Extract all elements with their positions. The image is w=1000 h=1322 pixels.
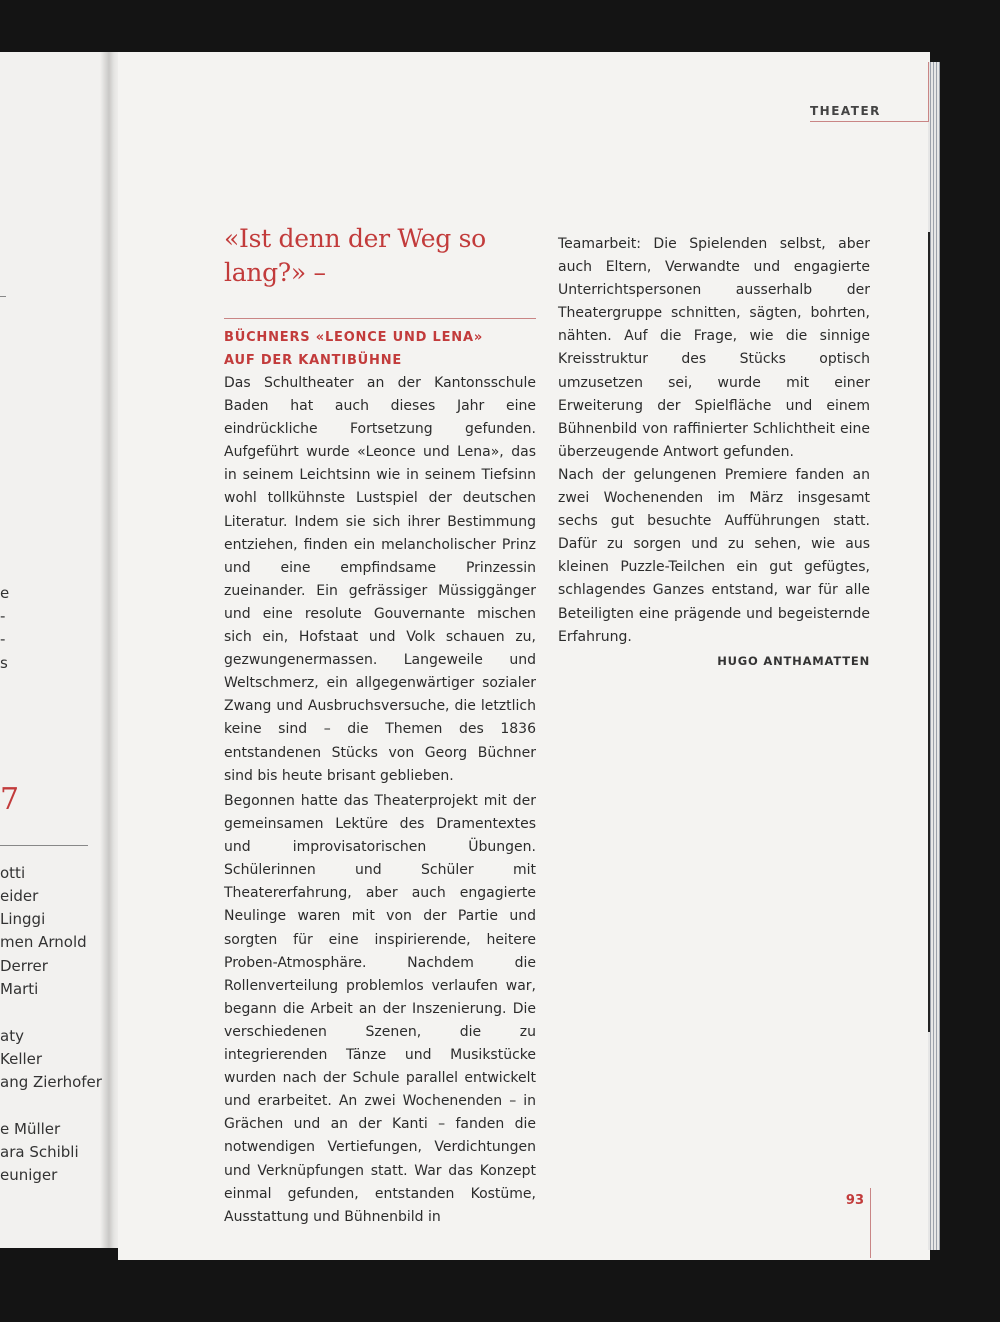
section-rule-vertical <box>928 62 929 122</box>
left-page-section-number: 7 <box>0 782 20 817</box>
left-page-fragment: - <box>0 630 6 648</box>
left-page-fragment: - <box>0 607 6 625</box>
left-page-fragment: e <box>0 584 10 602</box>
left-page <box>0 52 108 1248</box>
article-paragraph: Teamarbeit: Die Spielenden selbst, aber auch Eltern, Verwandte und engagierte Unterrichtspersonen ausserhalb der Theatergruppe schnitten, sägten, bohrten, nähten. Auf die Frage, wie die sinnige Kreisstruktur des Stücks optisch umzusetzen sei, wurde mit einer Erweiterung der Spielfläche und einem Bühnenbild von raffinierter Schlichtheit eine überzeugende Antwort gefunden. <box>558 236 870 460</box>
left-page-name: eider <box>0 887 39 905</box>
left-page-name: Linggi <box>0 910 46 928</box>
article-title: «Ist denn der Weg so lang?» – <box>224 224 486 287</box>
page-edges <box>928 62 940 1250</box>
kicker-line: AUF DER KANTIBÜHNE <box>224 353 403 368</box>
page-number-rule <box>870 1188 871 1258</box>
left-page-rule <box>0 845 88 846</box>
left-page-name: men Arnold <box>0 933 87 951</box>
left-page-name: Derrer <box>0 957 48 975</box>
left-page-name: Keller <box>0 1050 43 1068</box>
article-paragraph: Das Schultheater an der Kantonsschule Baden hat auch dieses Jahr eine eindrückliche Fortsetzung gefunden. Aufgeführt wurde «Leonce und Lena», das in seinem Leichtsinn wie in seinem Tiefsinn wohl tollkühnste Lustspiel der deutschen Literatur. Indem sie sich ihrer Bestimmung entziehen, finden ein melancholischer Prinz und eine empfindsame Prinzessin zueinander. Ein gefrässiger Müssiggänger und eine resolute Gouvernante mischen sich ein, Hofstaat und Volk schauen zu, gezwungenermassen. Langeweile und Weltschmerz, ein allgegenwärtiger sozialer Zwang und Ausbruchsversuche, die letztlich keine sind – die Themen des 1836 entstandenen Stücks von Georg Büchner sind bis heute brisant geblieben. <box>224 375 536 784</box>
left-page-name: e Müller <box>0 1120 61 1138</box>
article-paragraph: Begonnen hatte das Theaterprojekt mit der gemeinsamen Lektüre des Dramentextes und improvisatorischen Übungen. Schülerinnen und Schüler mit Theatererfahrung, aber auch engagierte Neulinge waren mit von der Partie und sorgten für eine inspirierende, heitere Proben-Atmosphäre. Nachdem die Rollenverteilung problemlos verlaufen war, begann die Arbeit an der Inszenierung. Die verschiedenen Szenen, die zu integrierenden Tänze und Musikstücke wurden nach der Schule parallel entwickelt und erarbeitet. An zwei Wochenenden – in Grächen und an der Kanti – fanden die notwendigen Vertiefungen, Verdichtungen und Verknüpfungen statt. War das Konzept einmal gefunden, entstanden Kostüme, Ausstattung und Bühnenbild in <box>224 793 536 1225</box>
left-page-name: ang Zierhofer <box>0 1073 102 1091</box>
left-page-name: ara Schibli <box>0 1143 79 1161</box>
kicker-line: BÜCHNERS «LEONCE UND LENA» <box>224 330 484 345</box>
left-page-name: aty <box>0 1027 24 1045</box>
left-page-name: Marti <box>0 980 39 998</box>
left-page-fragment: s <box>0 654 8 672</box>
section-rule <box>810 121 928 122</box>
title-rule <box>224 318 536 319</box>
article-paragraph: Nach der gelungenen Premiere fanden an zwei Wochenenden im März insgesamt sechs gut besuchte Aufführungen statt. Dafür zu sorgen und zu sehen, wie aus kleinen Puzzle-Teilchen ein gut gefügtes, schlagendes Ganzes entstand, war für alle Beteiligten eine prägende und begeisternde Erfahrung. <box>558 466 870 645</box>
left-page-name: euniger <box>0 1166 58 1184</box>
article-author: HUGO ANTHAMATTEN <box>717 654 870 668</box>
article-column-right <box>558 233 870 649</box>
left-page-rule <box>0 296 6 297</box>
section-label: THEATER <box>810 104 881 118</box>
left-page-name: otti <box>0 864 26 882</box>
article-kicker <box>224 326 483 372</box>
page-number: 93 <box>845 1193 864 1208</box>
book-gutter <box>100 52 120 1248</box>
